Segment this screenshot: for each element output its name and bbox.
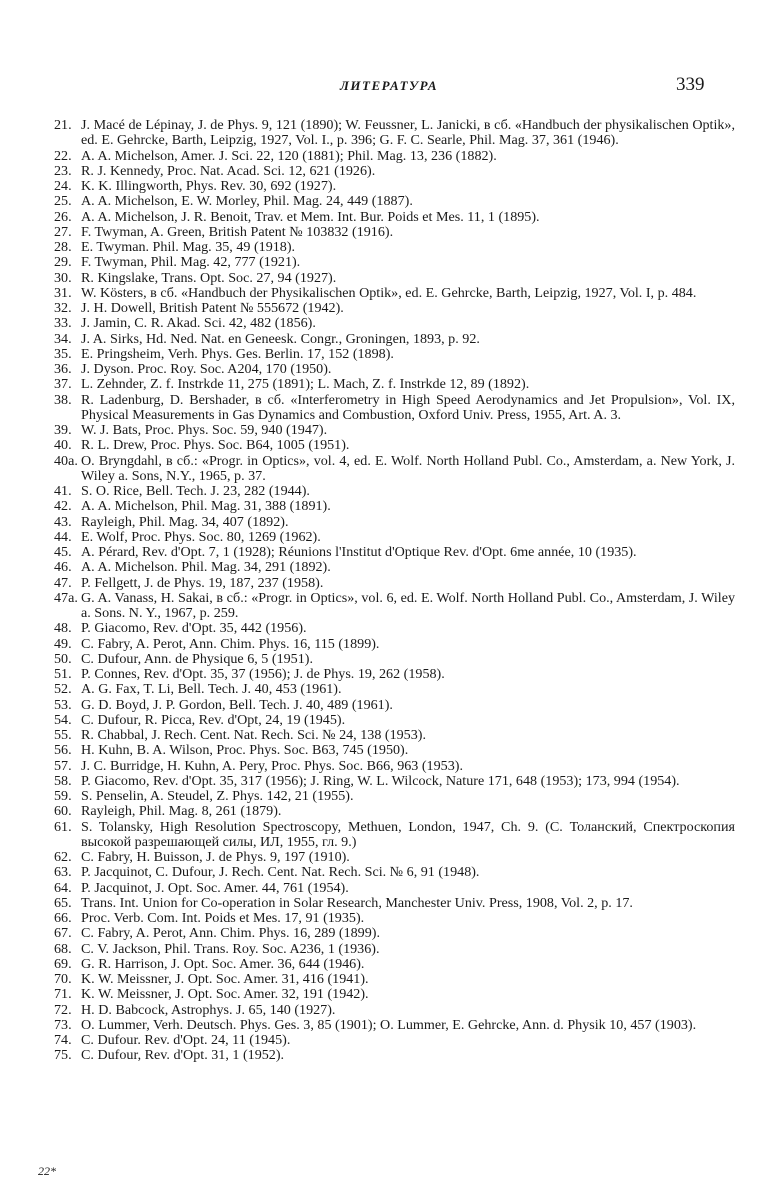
- reference-text: C. Fabry, A. Perot, Ann. Chim. Phys. 16, 289 (1899).: [81, 925, 380, 942]
- reference-number: 42.: [54, 498, 72, 515]
- reference-number: 65.: [54, 894, 72, 911]
- reference-text: J. Dyson. Proc. Roy. Soc. A204, 170 (1950).: [81, 361, 332, 377]
- reference-text: K. W. Meissner, J. Opt. Soc. Amer. 32, 191 (1942).: [81, 986, 369, 1003]
- reference-number: 52.: [54, 681, 72, 698]
- reference-item: [0, 347, 761, 362]
- reference-text: W. J. Bats, Proc. Phys. Soc. 59, 940 (1947).: [81, 422, 328, 438]
- reference-item: [0, 423, 761, 438]
- reference-number: 53.: [54, 696, 72, 713]
- reference-number: 69.: [54, 955, 72, 972]
- reference-item: [0, 316, 761, 331]
- reference-item: [0, 438, 761, 453]
- reference-item: [0, 820, 761, 851]
- reference-number: 56.: [54, 742, 72, 759]
- reference-number: 40.: [54, 437, 72, 454]
- reference-text: G. D. Boyd, J. P. Gordon, Bell. Tech. J. 40, 489 (1961).: [81, 696, 393, 713]
- reference-number: 39.: [54, 422, 72, 438]
- reference-number: 51.: [54, 666, 72, 682]
- reference-item: [0, 240, 761, 255]
- reference-text: E. Pringsheim, Verh. Phys. Ges. Berlin. 17, 152 (1898).: [81, 345, 394, 362]
- reference-number: 35.: [54, 345, 72, 362]
- reference-number: 67.: [54, 925, 72, 942]
- reference-text: F. Twyman, Phil. Mag. 42, 777 (1921).: [81, 254, 301, 271]
- reference-item: [0, 499, 761, 514]
- reference-number: 71.: [54, 986, 72, 1003]
- page-header: [0, 74, 761, 100]
- reference-item: [0, 911, 761, 926]
- reference-number: 66.: [54, 910, 72, 926]
- reference-text: C. Dufour, Ann. de Physique 6, 5 (1951).: [81, 650, 313, 667]
- reference-number: 24.: [54, 178, 72, 194]
- reference-text: S. O. Rice, Bell. Tech. J. 23, 282 (1944).: [81, 483, 310, 499]
- reference-item: [0, 149, 761, 164]
- reference-item: [0, 393, 761, 424]
- reference-item: [0, 545, 761, 560]
- reference-text: A. A. Michelson. Phil. Mag. 34, 291 (1892).: [81, 559, 331, 576]
- reference-text: J. C. Burridge, H. Kuhn, A. Pery, Proc. Phys. Soc. B66, 963 (1953).: [81, 757, 463, 774]
- reference-number: 70.: [54, 971, 72, 987]
- reference-item: [0, 759, 761, 774]
- reference-text: C. Dufour, Rev. d'Opt. 31, 1 (1952).: [81, 1047, 285, 1064]
- reference-text: A. A. Michelson, Phil. Mag. 31, 388 (1891).: [81, 498, 331, 515]
- reference-text: A. G. Fax, T. Li, Bell. Tech. J. 40, 453 (1961).: [81, 681, 342, 698]
- reference-number: 28.: [54, 239, 72, 255]
- reference-item: [0, 271, 761, 286]
- reference-number: 27.: [54, 223, 72, 240]
- reference-item: [0, 210, 761, 225]
- reference-item: [0, 713, 761, 728]
- reference-number: 57.: [54, 757, 72, 774]
- reference-item: [0, 362, 761, 377]
- reference-text: H. D. Babcock, Astrophys. J. 65, 140 (1927).: [81, 1001, 336, 1018]
- reference-item: [0, 164, 761, 179]
- reference-number: 75.: [54, 1047, 72, 1064]
- reference-item: [0, 515, 761, 530]
- reference-number: 23.: [54, 162, 72, 179]
- reference-item: [0, 591, 761, 622]
- reference-number: 60.: [54, 803, 72, 820]
- reference-number: 59.: [54, 788, 72, 804]
- reference-item: [0, 194, 761, 209]
- reference-text: P. Giacomo, Rev. d'Opt. 35, 317 (1956); J. Ring, W. L. Wilcock, Nature 171, 648 (1953); 173, 994 (1954).: [81, 772, 680, 789]
- reference-list: [0, 118, 761, 1064]
- reference-number: 47a.: [54, 589, 78, 606]
- reference-text: P. Fellgett, J. de Phys. 19, 187, 237 (1958).: [81, 574, 324, 591]
- reference-item: [0, 926, 761, 941]
- reference-text: Rayleigh, Phil. Mag. 34, 407 (1892).: [81, 513, 289, 530]
- reference-item: [0, 621, 761, 636]
- reference-text: A. A. Michelson, J. R. Benoit, Trav. et Mem. Int. Bur. Poids et Mes. 11, 1 (1895).: [81, 208, 540, 225]
- reference-number: 74.: [54, 1032, 72, 1048]
- reference-item: [0, 1003, 761, 1018]
- reference-number: 73.: [54, 1016, 72, 1033]
- reference-item: [0, 576, 761, 591]
- reference-text: C. Dufour. Rev. d'Opt. 24, 11 (1945).: [81, 1032, 291, 1048]
- reference-number: 37.: [54, 376, 72, 393]
- reference-number: 45.: [54, 544, 72, 560]
- reference-item: [0, 850, 761, 865]
- reference-text: R. Kingslake, Trans. Opt. Soc. 27, 94 (1927).: [81, 269, 337, 286]
- reference-item: [0, 957, 761, 972]
- reference-number: 68.: [54, 940, 72, 957]
- reference-text: R. Chabbal, J. Rech. Cent. Nat. Rech. Sci. № 24, 138 (1953).: [81, 727, 426, 743]
- reference-number: 63.: [54, 864, 72, 881]
- reference-number: 46.: [54, 559, 72, 576]
- reference-number: 55.: [54, 727, 72, 743]
- reference-text: Rayleigh, Phil. Mag. 8, 261 (1879).: [81, 803, 282, 820]
- reference-item: [0, 987, 761, 1002]
- reference-number: 26.: [54, 208, 72, 225]
- reference-number: 61.: [54, 818, 72, 835]
- reference-item: [0, 667, 761, 682]
- reference-text: A. A. Michelson, E. W. Morley, Phil. Mag. 24, 449 (1887).: [81, 193, 413, 210]
- reference-item: [0, 332, 761, 347]
- reference-item: [0, 301, 761, 316]
- reference-item: [0, 881, 761, 896]
- reference-number: 29.: [54, 254, 72, 271]
- reference-text: A. Pérard, Rev. d'Opt. 7, 1 (1928); Réunions l'Institut d'Optique Rev. d'Opt. 6me année, 10 (1935).: [81, 544, 637, 560]
- reference-text: P. Jacquinot, C. Dufour, J. Rech. Cent. Nat. Rech. Sci. № 6, 91 (1948).: [81, 864, 480, 881]
- reference-item: [0, 179, 761, 194]
- reference-number: 58.: [54, 772, 72, 789]
- reference-item: [0, 865, 761, 880]
- reference-item: [0, 804, 761, 819]
- reference-number: 31.: [54, 284, 72, 301]
- reference-text: P. Jacquinot, J. Opt. Soc. Amer. 44, 761 (1954).: [81, 879, 349, 896]
- reference-number: 54.: [54, 711, 72, 728]
- reference-number: 22.: [54, 147, 72, 164]
- reference-number: 43.: [54, 513, 72, 530]
- reference-text: S. Tolansky, High Resolution Spectroscopy, Methuen, London, 1947, Ch. 9. (С. Толанский, Спектроскопия высокой разрешающей силы, ИЛ, 1955, гл. 9.): [81, 818, 735, 850]
- reference-text: C. Fabry, H. Buisson, J. de Phys. 9, 197 (1910).: [81, 849, 350, 865]
- page-number: 339: [676, 74, 705, 95]
- reference-text: J. Jamin, C. R. Akad. Sci. 42, 482 (1856).: [81, 315, 316, 332]
- reference-text: O. Lummer, Verh. Deutsch. Phys. Ges. 3, 85 (1901); O. Lummer, E. Gehrcke, Ann. d. Physik 10, 457 (1903).: [81, 1016, 697, 1033]
- reference-item: [0, 652, 761, 667]
- reference-number: 41.: [54, 483, 72, 499]
- reference-text: P. Connes, Rev. d'Opt. 35, 37 (1956); J. de Phys. 19, 262 (1958).: [81, 666, 445, 682]
- reference-text: A. A. Michelson, Amer. J. Sci. 22, 120 (1881); Phil. Mag. 13, 236 (1882).: [81, 147, 497, 164]
- reference-text: R. Ladenburg, D. Bershader, в сб. «Interferometry in High Speed Aerodynamics and Jet Propulsion», Vol. IX, Physical Measurements in Gas Dynamics and Combustion, Oxford Univ. Press, 1955, Art. A. 3.: [81, 391, 735, 423]
- reference-text: P. Giacomo, Rev. d'Opt. 35, 442 (1956).: [81, 620, 307, 637]
- reference-item: [0, 560, 761, 575]
- reference-number: 40a.: [54, 452, 78, 469]
- reference-item: [0, 789, 761, 804]
- reference-text: C. Fabry, A. Perot, Ann. Chim. Phys. 16, 115 (1899).: [81, 635, 380, 652]
- reference-text: C. Dufour, R. Picca, Rev. d'Opt, 24, 19 (1945).: [81, 711, 346, 728]
- reference-number: 64.: [54, 879, 72, 896]
- reference-item: [0, 728, 761, 743]
- reference-number: 49.: [54, 635, 72, 652]
- reference-item: [0, 896, 761, 911]
- reference-text: K. K. Illingworth, Phys. Rev. 30, 692 (1927).: [81, 178, 337, 194]
- reference-text: W. Kösters, в сб. «Handbuch der Physikalischen Optik», ed. E. Gehrcke, Barth, Leipzig, 1927, Vol. I, p. 484.: [81, 284, 697, 301]
- reference-item: [0, 118, 761, 149]
- reference-number: 25.: [54, 193, 72, 210]
- reference-text: F. Twyman, A. Green, British Patent № 103832 (1916).: [81, 223, 394, 240]
- reference-item: [0, 225, 761, 240]
- reference-number: 48.: [54, 620, 72, 637]
- reference-text: G. R. Harrison, J. Opt. Soc. Amer. 36, 644 (1946).: [81, 955, 365, 972]
- reference-text: J. A. Sirks, Hd. Ned. Nat. en Geneesk. Congr., Groningen, 1893, p. 92.: [81, 330, 480, 347]
- reference-item: [0, 1048, 761, 1063]
- reference-text: G. A. Vanass, H. Sakai, в сб.: «Progr. in Optics», vol. 6, ed. E. Wolf. North Holland Publ. Co., Amsterdam, J. Wiley a. Sons. N. Y., 1967, p. 259.: [81, 589, 735, 621]
- reference-number: 33.: [54, 315, 72, 332]
- reference-text: R. J. Kennedy, Proc. Nat. Acad. Sci. 12, 621 (1926).: [81, 162, 376, 179]
- reference-number: 62.: [54, 849, 72, 865]
- reference-item: [0, 972, 761, 987]
- reference-item: [0, 377, 761, 392]
- reference-text: Trans. Int. Union for Co-operation in Solar Research, Manchester Univ. Press, 1908, Vol. 2, p. 17.: [81, 894, 633, 911]
- reference-text: S. Penselin, A. Steudel, Z. Phys. 142, 21 (1955).: [81, 788, 354, 804]
- reference-number: 34.: [54, 330, 72, 347]
- reference-number: 44.: [54, 528, 72, 545]
- reference-item: [0, 1018, 761, 1033]
- reference-number: 72.: [54, 1001, 72, 1018]
- reference-number: 50.: [54, 650, 72, 667]
- reference-text: Proc. Verb. Com. Int. Poids et Mes. 17, 91 (1935).: [81, 910, 365, 926]
- reference-number: 32.: [54, 300, 72, 316]
- reference-item: [0, 698, 761, 713]
- reference-text: K. W. Meissner, J. Opt. Soc. Amer. 31, 416 (1941).: [81, 971, 369, 987]
- reference-text: O. Bryngdahl, в сб.: «Progr. in Optics», vol. 4, ed. E. Wolf. North Holland Publ. Co., Amsterdam, a. New York, J. Wiley a. Sons, N.Y., 1965, p. 37.: [81, 452, 735, 484]
- reference-text: J. Macé de Lépinay, J. de Phys. 9, 121 (1890); W. Feussner, L. Janicki, в сб. «Handbuch der physikalischen Optik», ed. E. Gehrcke, Barth, Leipzig, 1927, Vol. I., p. 396; G. F. C. Searle, Phil. Mag. 37, 361 (1946).: [81, 117, 735, 149]
- reference-item: [0, 286, 761, 301]
- reference-text: L. Zehnder, Z. f. Instrkde 11, 275 (1891); L. Mach, Z. f. Instrkde 12, 89 (1892).: [81, 376, 530, 393]
- reference-item: [0, 255, 761, 270]
- reference-item: [0, 774, 761, 789]
- reference-text: C. V. Jackson, Phil. Trans. Roy. Soc. A236, 1 (1936).: [81, 940, 380, 957]
- running-title: ЛИТЕРАТУРА: [340, 78, 439, 93]
- reference-number: 21.: [54, 117, 72, 133]
- reference-item: [0, 743, 761, 758]
- reference-item: [0, 942, 761, 957]
- reference-text: E. Wolf, Proc. Phys. Soc. 80, 1269 (1962).: [81, 528, 321, 545]
- reference-item: [0, 682, 761, 697]
- reference-number: 36.: [54, 361, 72, 377]
- reference-number: 38.: [54, 391, 72, 408]
- reference-text: H. Kuhn, B. A. Wilson, Proc. Phys. Soc. B63, 745 (1950).: [81, 742, 409, 759]
- reference-number: 30.: [54, 269, 72, 286]
- reference-item: [0, 637, 761, 652]
- reference-item: [0, 1033, 761, 1048]
- reference-text: E. Twyman. Phil. Mag. 35, 49 (1918).: [81, 239, 296, 255]
- reference-text: J. H. Dowell, British Patent № 555672 (1942).: [81, 300, 344, 316]
- reference-text: R. L. Drew, Proc. Phys. Soc. B64, 1005 (1951).: [81, 437, 350, 454]
- reference-number: 47.: [54, 574, 72, 591]
- reference-item: [0, 530, 761, 545]
- reference-item: [0, 454, 761, 485]
- reference-item: [0, 484, 761, 499]
- signature-mark: 22*: [38, 1164, 56, 1178]
